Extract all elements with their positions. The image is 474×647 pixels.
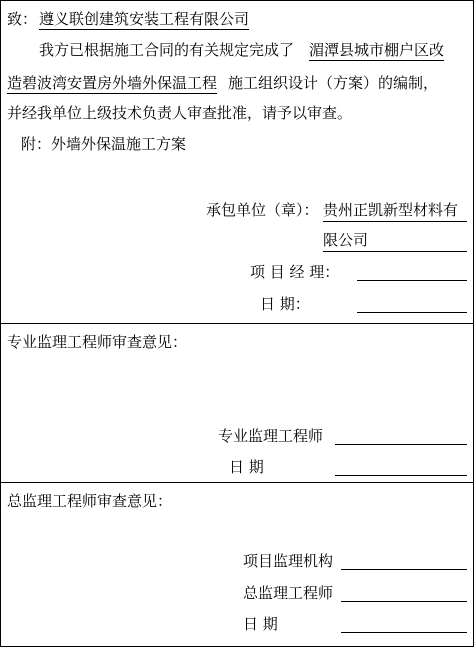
specialist-review-section — [1, 324, 473, 483]
chief-engineer-signature-line[interactable] — [341, 601, 467, 602]
application-date-line[interactable] — [357, 312, 467, 313]
project-manager-signature-line[interactable] — [357, 280, 467, 281]
body-line2-suffix: 施工组织设计（方案）的编制， — [228, 74, 439, 92]
body-line2-project: 造碧波湾安置房外墙外保温工程 — [7, 74, 218, 92]
application-date-label: 日 期： — [260, 295, 310, 313]
body-line1-project: 湄潭县城市棚户区改 — [309, 41, 445, 59]
application-section — [1, 1, 473, 324]
specialist-engineer-signature-line[interactable] — [335, 444, 467, 445]
project-manager-label: 项 目 经 理： — [250, 263, 340, 281]
contractor-underline-1 — [323, 221, 467, 222]
chief-review-section — [1, 483, 473, 646]
contractor-name-line1: 贵州正凯新型材料有 — [323, 201, 459, 219]
contractor-underline-2 — [323, 251, 467, 252]
chief-date-label: 日 期 — [243, 615, 278, 633]
contractor-label: 承包单位（章）： — [206, 201, 319, 219]
supervision-agency-signature-line[interactable] — [341, 569, 467, 570]
specialist-engineer-label: 专业监理工程师 — [218, 427, 324, 445]
attachment-note: 附：外墙外保温施工方案 — [21, 135, 187, 153]
chief-date-line[interactable] — [341, 632, 467, 633]
to-label: 致： — [7, 10, 38, 28]
chief-review-heading: 总监理工程师审查意见： — [7, 492, 173, 510]
to-company: 遵义联创建筑安装工程有限公司 — [39, 10, 250, 28]
contractor-name-line2: 限公司 — [323, 231, 369, 249]
body-line1-prefix: 我方已根据施工合同的有关规定完成了 — [39, 41, 295, 59]
supervision-agency-label: 项目监理机构 — [243, 552, 334, 570]
specialist-review-heading: 专业监理工程师审查意见： — [7, 333, 188, 351]
specialist-date-line[interactable] — [335, 475, 467, 476]
body-line3: 并经我单位上级技术负责人审查批准，请予以审查。 — [7, 104, 353, 122]
chief-engineer-label: 总监理工程师 — [243, 584, 334, 602]
specialist-date-label: 日 期 — [229, 458, 264, 476]
